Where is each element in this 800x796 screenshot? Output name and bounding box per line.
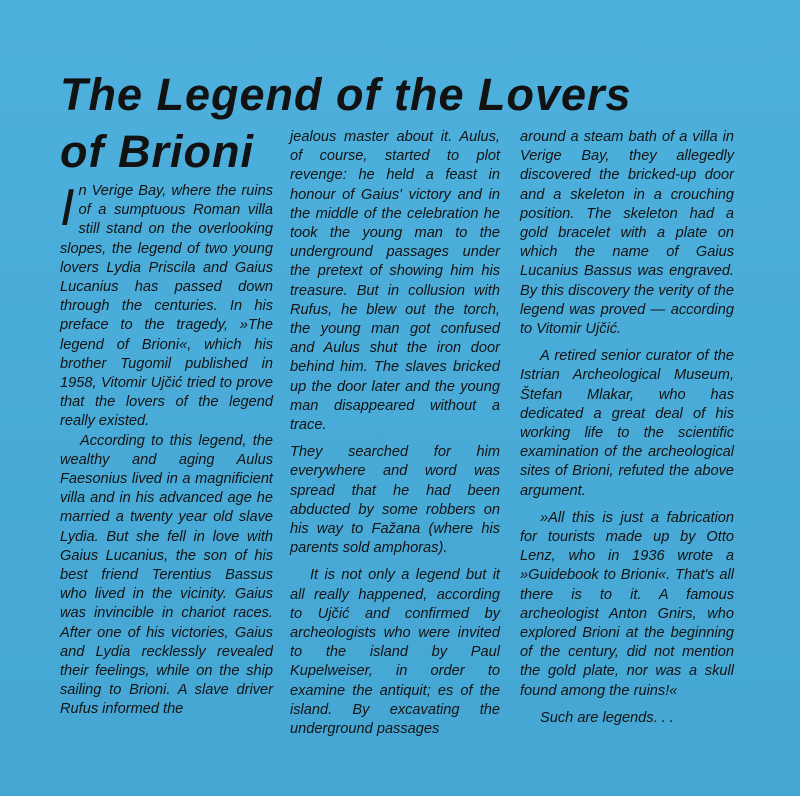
paragraph: around a steam bath of a villa in Verige Bay, they allegedly discovered the bricked-up door and a skeleton in a crouching position. The skeleton had a gold bracelet with a plate on which the name of Gaius Lucanius Bassus was engraved. By this discovery the verity of the legend was proved — according to Vitomir Ujčić.: [520, 129, 734, 338]
closing-line: Such are legends. . .: [540, 709, 674, 726]
paragraph: [60, 179, 273, 432]
title-line-1: The Legend of the Lovers: [60, 69, 632, 120]
text-column-1: [60, 179, 273, 720]
paragraph: According to this legend, the wealthy and aging Aulus Faesonius lived in a magnificient villa and in his advanced age he married a twenty year old slave Lydia. But she fell in love with Gaius Lucanius, the son of his best friend Terentius Bassus who lived in the vicinity. Gaius was invincible in chariot races. After one of his victories, Gaius and Lydia recklessly revealed their feelings, while on the ship sailing to Brioni. A slave driver Rufus informed the: [60, 432, 273, 718]
paragraph: They searched for him everywhere and word was spread that he had been abducted by some robbers on his way to Fažana (where his parents sold amphoras).: [290, 444, 500, 557]
paragraph: A retired senior curator of the Istrian Archeological Museum, Štefan Mlakar, who has dedicated a great deal of his working life to the scientific examination of the archeological sites of Brioni, refuted the above argument.: [520, 348, 734, 499]
drop-cap: I: [60, 179, 75, 237]
text-column-3: [520, 128, 734, 728]
paragraph-text: n Verige Bay, where the ruins of a sumptuous Roman villa still stand on the overlooking slopes, the legend of two young lovers Lydia Priscila and Gaius Lucanius has passed down through the centuries. In his preface to the tragedy, »The legend of Brioni«, which his brother Tugomil published in 1958, Vitomir Ujčić tried to prove that the lovers of the legend really existed.: [60, 183, 273, 430]
text-column-2: [290, 128, 500, 739]
paragraph: »All this is just a fabrication for tourists made up by Otto Lenz, who in 1936 wrote a »Guidebook to Brioni«. That's all there is to it. A famous archeologist Anton Gnirs, who explored Brioni at the beginning of the century, did not mention the gold plate, nor was a skull found among the ruins!«: [520, 509, 734, 699]
paragraph: It is not only a legend but it all really happened, according to Ujčić and confirmed by archeologists who were invited to the island by Paul Kupelweiser, in order to examine the antiquit; es of the island. By excavating the underground passages: [290, 567, 500, 738]
title-line-2: of Brioni: [60, 126, 254, 177]
paragraph: jealous master about it. Aulus, of course, started to plot revenge: he held a feast in honour of Gaius' victory and in the middle of the celebration he took the young man to the underground passages under the pretext of showing him his treasure. But in collusion with Rufus, he blew out the torch, the young man got confused and Aulus shut the iron door behind him. The slaves bricked up the door later and the young man disappeared without a trace.: [290, 129, 500, 434]
